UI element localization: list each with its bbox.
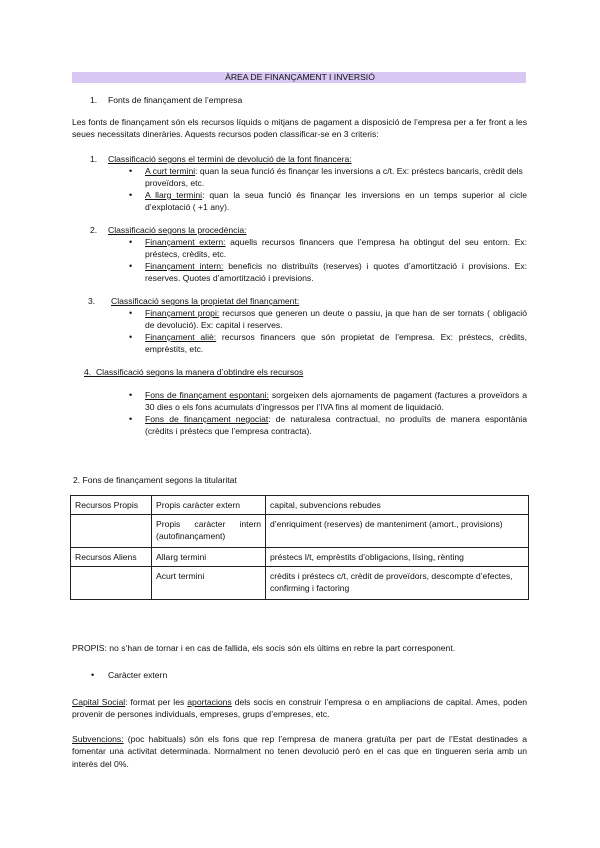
table-cell: Propis caràcter extern (152, 496, 266, 515)
criterion2-number: 2. (90, 225, 98, 235)
item-text: aquells recursos financers que l’empresa ha obtingut del seu entorn. Ex: préstecs, crèdits, etc. (145, 237, 527, 260)
item-text: recursos que generen un deute o passiu, ja que han de ser tornats ( obligació de devolució). Ex: capital i reserves. (145, 308, 527, 331)
criterion1-item2 (145, 189, 527, 214)
criterion1-number: 1. (90, 154, 98, 164)
propis-text: no s’han de tornar i en cas de fallida, els socis són els últims en rebre la part corresponent. (106, 643, 456, 653)
capital-social-term2: aportacions (187, 697, 232, 707)
criterion4-number: 4. (84, 367, 92, 377)
criterion4-heading (84, 366, 303, 378)
table-cell: Propis caràcter intern (autofinançament) (152, 515, 266, 548)
table-cell: préstecs l/t, emprèstits d’obligacions, lísing, rènting (266, 548, 529, 567)
bullet-icon: • (129, 166, 133, 176)
criterion2-heading: Classificació segons la procedència: (108, 225, 247, 235)
table-cell: Allarg termini (152, 548, 266, 567)
table-cell: Recursos Aliens (71, 548, 152, 567)
table-row (71, 567, 529, 600)
section1-number: 1. (90, 95, 98, 105)
item-text: beneficis no distribuïts (reserves) i quotes d’amortització i provisions. Ex: reserves. Quotes d’amortització i previsions. (145, 261, 527, 284)
item-text: : quan la seua funció és finançar les inversions a c/t. Ex: préstecs bancaris, crèdit dels proveïdors, etc. (145, 166, 523, 189)
item-text: : quan la seua funció és finançar les inversions en un temps superior al cicle d’explotació ( +1 any). (145, 190, 527, 213)
item-term: A llarg termini (145, 190, 203, 200)
item-term: Finançament extern: (145, 237, 226, 247)
item-term: Finançament intern: (145, 261, 224, 271)
bullet-icon: • (129, 390, 133, 400)
criterion1-heading: Classificació segons el termini de devolució de la font financera: (108, 154, 352, 164)
item-term: Finançament propi: (145, 308, 220, 318)
table-cell: d’enriquiment (reserves) de manteniment (amort., provisions) (266, 515, 529, 548)
capital-social-paragraph (72, 696, 527, 721)
table-cell: capital, subvencions rebudes (266, 496, 529, 515)
criterion2-item1 (145, 236, 527, 261)
capital-social-term: Capital Social (72, 697, 126, 707)
section1-intro: Les fonts de finançament són els recursos líquids o mitjans de pagament a disposició de l’empresa per a fer front a les seues necessitats dineràries. Aquests recursos poden classificar-se en 3 criteris: (72, 117, 527, 140)
bullet-icon: • (129, 332, 133, 342)
section2-heading: 2. Fons de finançament segons la titularitat (73, 475, 237, 485)
item-text: : de naturalesa contractual, no produïts de manera espontània (crèdits i préstecs que l’empresa contracta). (145, 414, 527, 437)
bullet-icon: • (129, 414, 133, 424)
titularitat-table (70, 495, 529, 600)
caracter-extern: Caràcter extern (108, 670, 168, 680)
table-cell: Recursos Propis (71, 496, 152, 515)
bullet-icon: • (129, 261, 133, 271)
item-term: Fons de finançament negociat (145, 414, 269, 424)
page-title: ÀREA DE FINANÇAMENT I INVERSIÓ (225, 72, 375, 82)
subvencions-paragraph (72, 733, 527, 770)
bullet-icon: • (129, 308, 133, 318)
criterion3-item1 (145, 307, 527, 332)
section1-heading: Fonts de finançament de l’empresa (108, 95, 243, 105)
criterion4-heading-text: Classificació segons la manera d’obtindre els recursos (95, 367, 304, 377)
bullet-icon: • (129, 237, 133, 247)
criterion2-item2 (145, 260, 527, 285)
criterion4-item1 (145, 389, 527, 414)
subvencions-text: (poc habituals) són els fons que rep l’empresa de manera gratuïta per part de l’Estat destinades a fomentar una activitat determinada. Normalment no tenen devolució però en el cas que en tingueren seria amb un interès del 0%. (72, 734, 527, 769)
criterion3-number: 3. (88, 296, 96, 306)
table-cell (71, 515, 152, 548)
propis-label: PROPIS: (72, 643, 107, 653)
table-row (71, 496, 529, 515)
bullet-icon: • (129, 190, 133, 200)
table-row (71, 548, 529, 567)
table-row (71, 515, 529, 548)
criterion3-heading: Classificació segons la propietat del finançament: (111, 296, 300, 306)
criterion1-item1 (145, 165, 527, 190)
criterion3-item2 (145, 331, 527, 356)
bullet-icon: • (91, 670, 95, 680)
item-term: Finançament aliè: (145, 332, 217, 342)
capital-social-text2: dels socis en construir l’empresa o en ampliacions de capital. Ames, poden provenir de persones individuals, empreses, grups d’empreses, etc. (72, 697, 528, 720)
item-term: A curt termini (145, 166, 196, 176)
capital-social-text1: : format per les (125, 697, 188, 707)
table-cell (71, 567, 152, 600)
item-text: sorgeixen dels ajornaments de pagament (factures a proveïdors a 30 dies o els fons acumulats d’ingressos per l’IVA fins al moment de liquidació. (145, 390, 527, 413)
table-cell: Acurt termini (152, 567, 266, 600)
item-text: recursos financers que són propietat de l’empresa. Ex: préstecs, crèdits, emprèstits, etc. (145, 332, 527, 355)
propis-paragraph (72, 642, 527, 654)
criterion4-item2 (145, 413, 527, 438)
table-cell: crèdits i préstecs c/t, crèdit de proveïdors, descompte d’efectes, confirming i factoring (266, 567, 529, 600)
subvencions-term: Subvencions: (72, 734, 124, 744)
item-term: Fons de finançament espontani: (145, 390, 269, 400)
